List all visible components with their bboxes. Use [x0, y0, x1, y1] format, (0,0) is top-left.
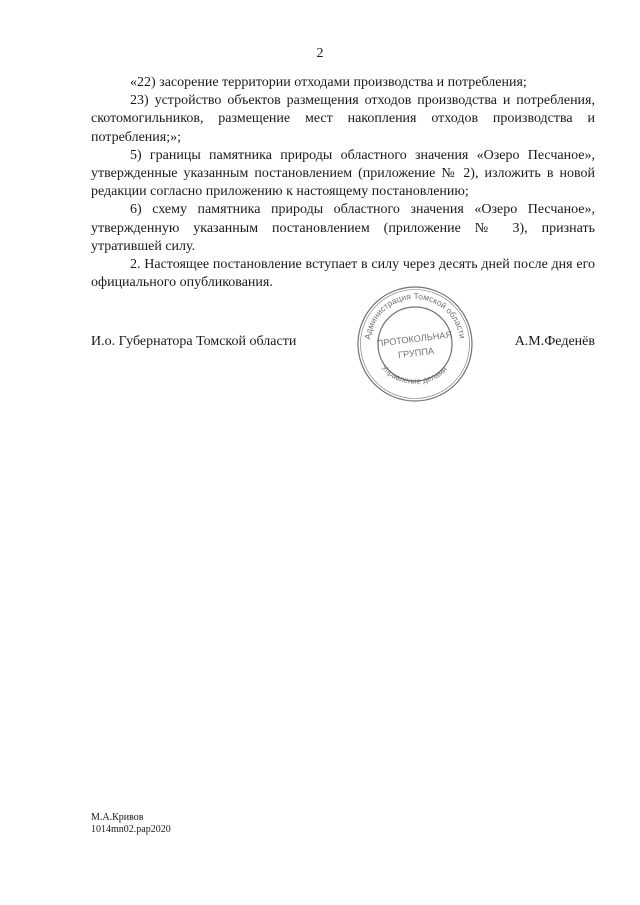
footer-file-ref: 1014mn02.pap2020: [91, 824, 171, 835]
signatory-name: А.М.Феденёв: [514, 334, 595, 349]
footer-author: М.А.Кривов: [91, 812, 144, 823]
paragraph-effective-date: 2. Настоящее постановление вступает в силу через десять дней после дня его официального опубликования.: [91, 257, 595, 291]
paragraph-item-23: 23) устройство объектов размещения отходов производства и потребления, скотомогильников, размещение мест накопления отходов производства и потребления;»;: [91, 93, 595, 145]
paragraph-item-22: «22) засорение территории отходами производства и потребления;: [130, 75, 527, 90]
footer: [91, 812, 171, 836]
page-number: 2: [316, 46, 324, 61]
stamp-center-line2: ГРУППА: [397, 345, 435, 361]
official-stamp: [355, 284, 475, 404]
signature-block: [91, 334, 595, 354]
paragraph-item-5: 5) границы памятника природы областного значения «Озеро Песчаное», утвержденные указанным постановлением (приложение № 2), изложить в новой редакции согласно приложению к настоящему постановлению;: [91, 147, 595, 200]
stamp-bottom-text: Управление делами: [379, 363, 449, 386]
body-text: [91, 74, 595, 292]
stamp-ring-text: Администрация Томской области: [362, 290, 468, 341]
stamp-center-line1: ПРОТОКОЛЬНАЯ: [376, 329, 453, 349]
paragraph-item-6: 6) схему памятника природы областного значения «Озеро Песчаное», утвержденную указанным постановлением (приложение № 3), признать утратившей силу.: [91, 202, 595, 254]
signatory-title: И.о. Губернатора Томской области: [91, 334, 297, 349]
